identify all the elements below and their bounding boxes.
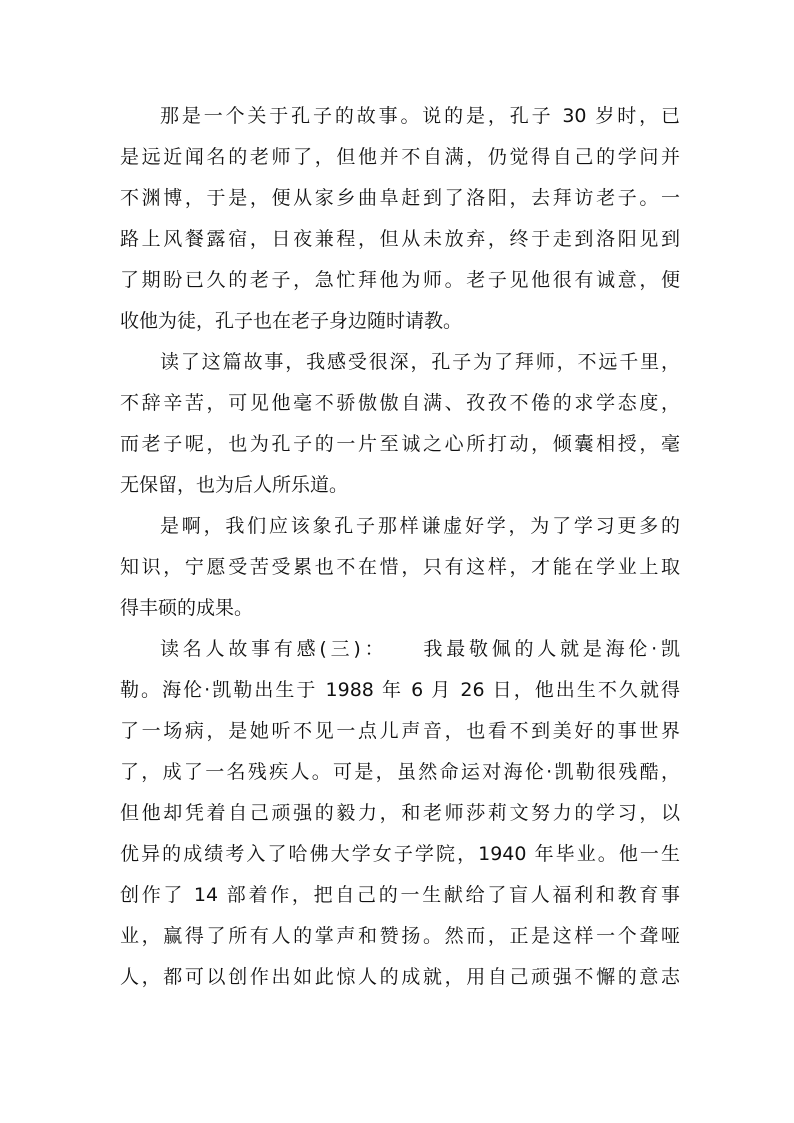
text-line: 了期盼已久的老子，急忙拜他为师。老子见他很有诚意，便	[120, 269, 680, 291]
paragraph-reflection	[120, 342, 680, 506]
text-line: 优异的成绩考入了哈佛大学女子学院，1940 年毕业。他一生	[120, 843, 680, 865]
text-line: 创作了 14 部着作，把自己的一生献给了盲人福利和教育事	[120, 884, 680, 906]
text-line: 不辞辛苦，可见他毫不骄傲傲自满、孜孜不倦的求学态度，	[120, 392, 680, 414]
text-line: 知识，宁愿受苦受累也不在惜，只有这样，才能在学业上取	[120, 556, 680, 578]
text-line: 读名人故事有感(三)： 我最敬佩的人就是海伦·凯	[160, 638, 680, 660]
text-line: 业，赢得了所有人的掌声和赞扬。然而，正是这样一个聋哑	[120, 925, 680, 947]
text-line: 不渊博，于是，便从家乡曲阜赶到了洛阳，去拜访老子。一	[120, 187, 680, 209]
document-body	[120, 96, 680, 998]
text-line: 是啊，我们应该象孔子那样谦虚好学，为了学习更多的	[160, 515, 680, 537]
text-line: 而老子呢，也为孔子的一片至诚之心所打动，倾囊相授，毫	[120, 433, 680, 455]
text-line: 读了这篇故事，我感受很深，孔子为了拜师，不远千里，	[160, 351, 680, 373]
paragraph-confucius-story	[120, 96, 680, 342]
text-line: 人，都可以创作出如此惊人的成就，用自己顽强不懈的意志	[120, 966, 680, 988]
paragraph-helen-keller	[120, 629, 680, 998]
text-line: 了，成了一名残疾人。可是，虽然命运对海伦·凯勒很残酷，	[120, 761, 680, 783]
text-line: 勒。海伦·凯勒出生于 1988 年 6 月 26 日，他出生不久就得	[120, 679, 680, 701]
text-line: 了一场病，是她听不见一点儿声音，也看不到美好的事世界	[120, 720, 680, 742]
text-line: 是远近闻名的老师了，但他并不自满，仍觉得自己的学问并	[120, 146, 680, 168]
text-line: 无保留，也为后人所乐道。	[120, 474, 349, 496]
text-line: 收他为徒，孔子也在老子身边随时请教。	[120, 310, 463, 332]
text-line: 路上风餐露宿，日夜兼程，但从未放弃，终于走到洛阳见到	[120, 228, 680, 250]
text-line: 但他却凭着自己顽强的毅力，和老师莎莉文努力的学习，以	[120, 802, 680, 824]
text-line: 得丰硕的成果。	[120, 597, 254, 619]
text-line: 那是一个关于孔子的故事。说的是，孔子 30 岁时，已	[160, 105, 680, 127]
paragraph-conclusion	[120, 506, 680, 629]
